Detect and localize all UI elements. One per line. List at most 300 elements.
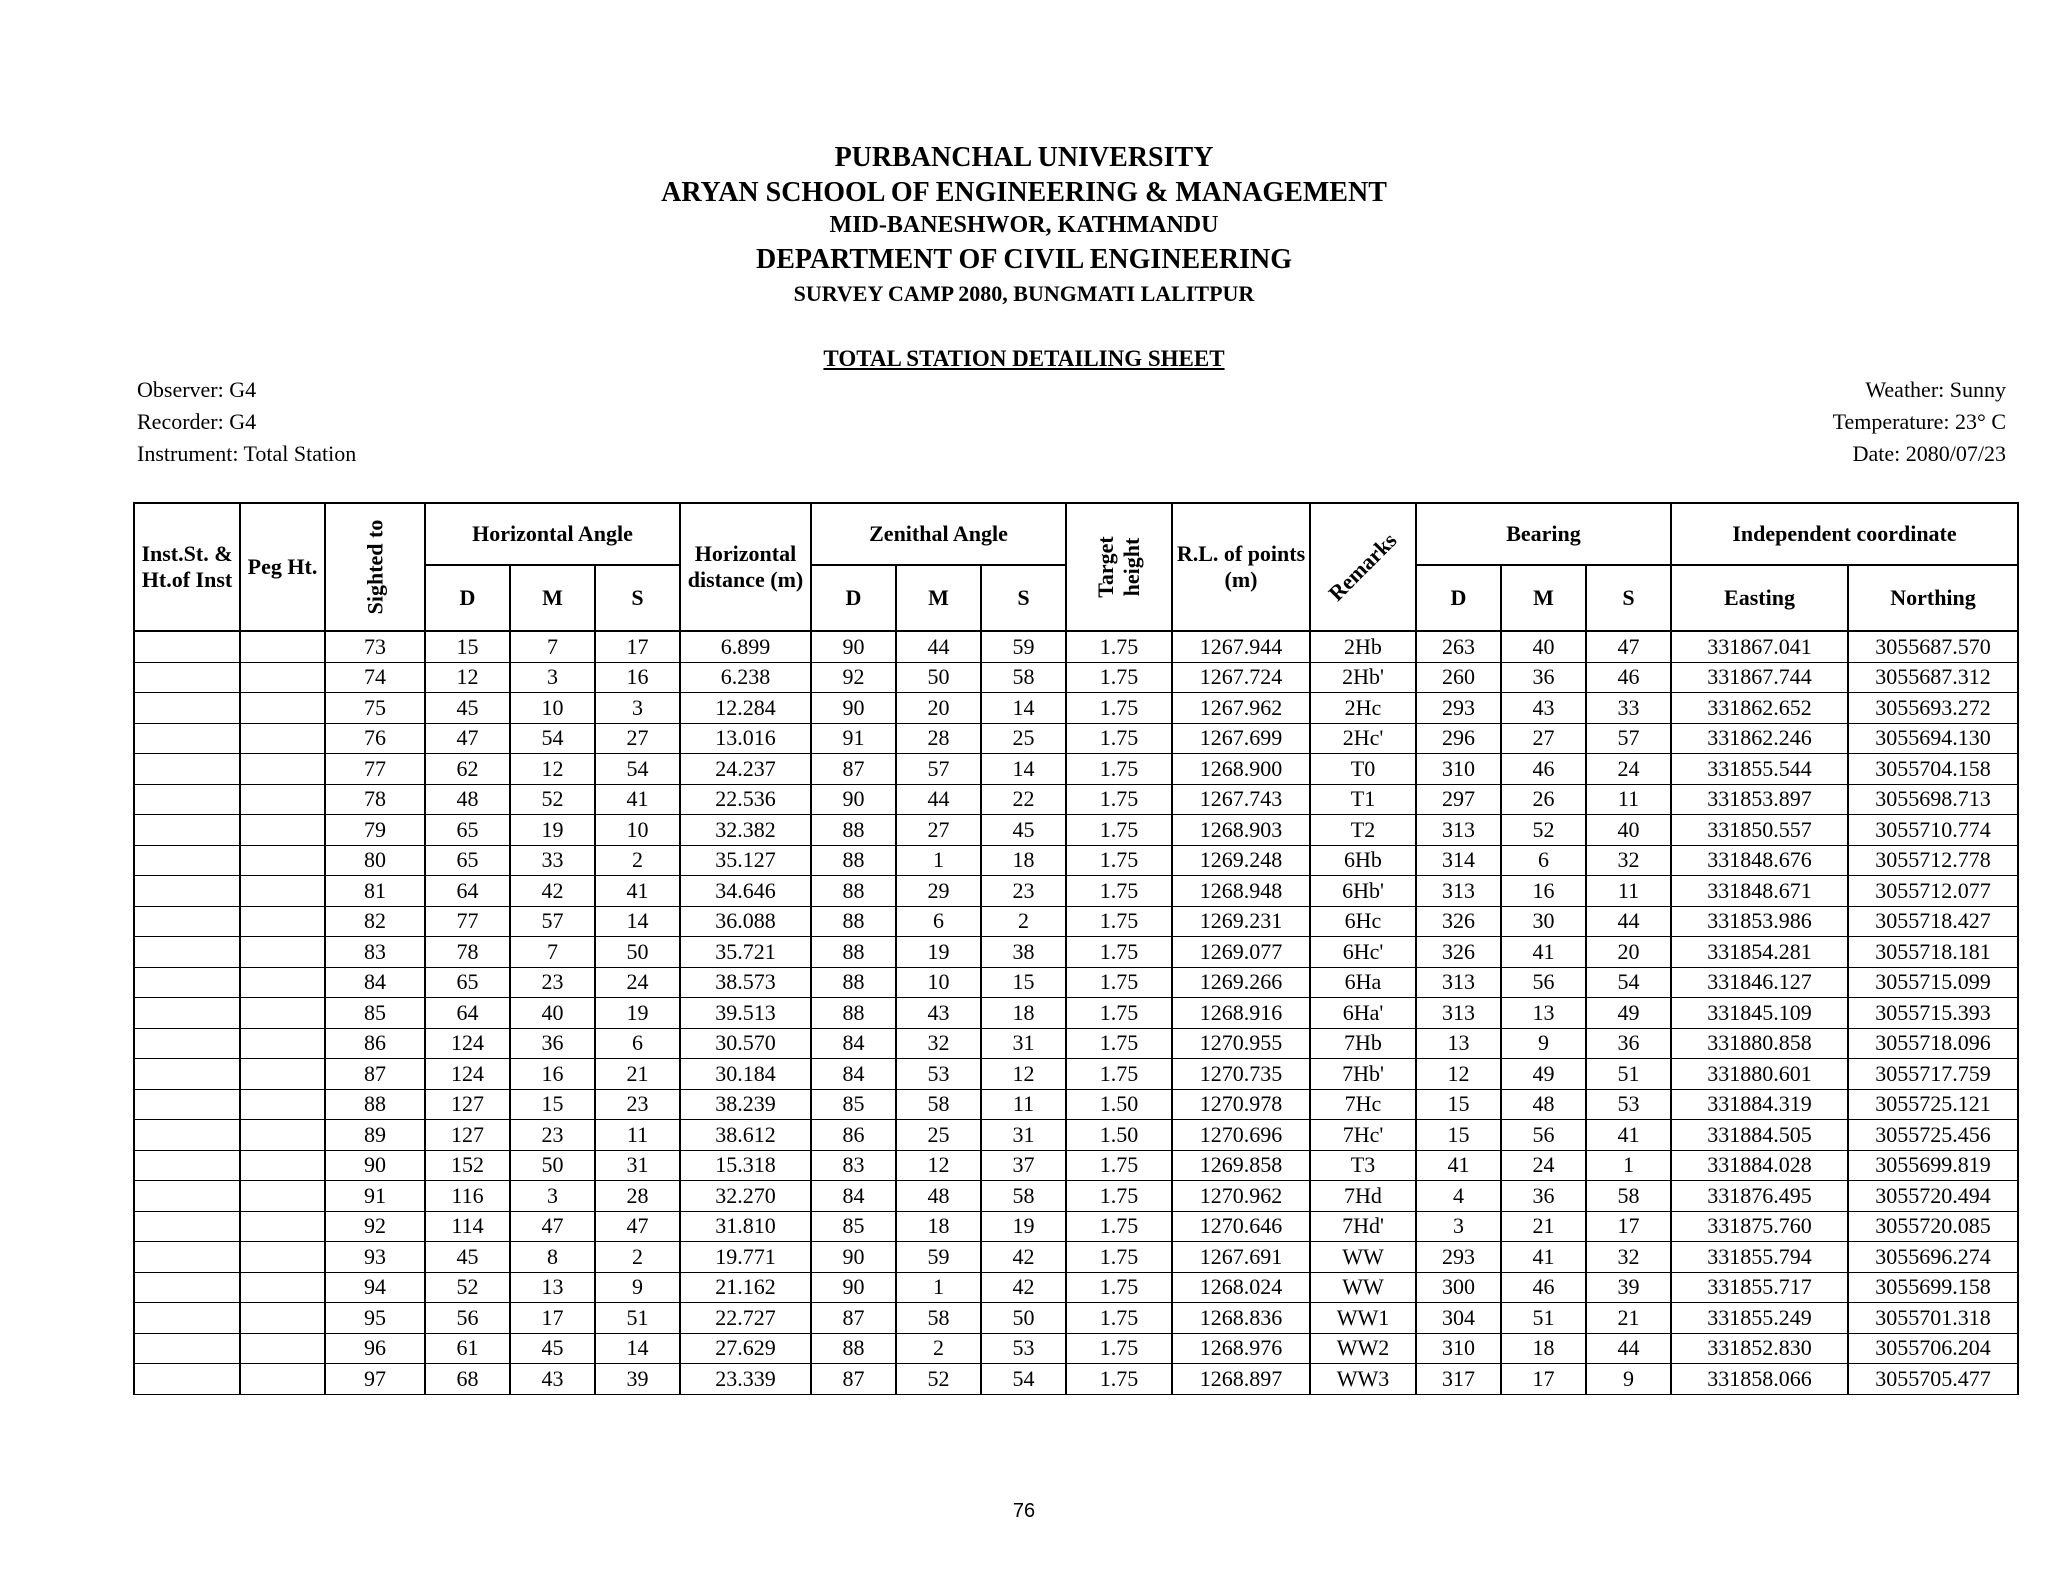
table-cell: 30.570 [680, 1028, 811, 1059]
table-cell: 1270.978 [1172, 1089, 1310, 1120]
table-cell: 314 [1416, 845, 1501, 876]
table-cell: 87 [811, 754, 896, 785]
table-cell: 331880.601 [1671, 1059, 1848, 1090]
table-cell: 16 [595, 662, 680, 693]
table-row [134, 998, 2018, 1029]
table-cell: 46 [1501, 754, 1586, 785]
bearing-header: Bearing [1416, 503, 1671, 565]
inst-station-cell [134, 937, 240, 968]
peg-height-cell [240, 1181, 325, 1212]
table-cell: 84 [811, 1059, 896, 1090]
table-cell: 30 [1501, 906, 1586, 937]
table-cell: 1267.699 [1172, 723, 1310, 754]
table-row [134, 1150, 2018, 1181]
table-cell: 90 [811, 784, 896, 815]
table-cell: 38 [981, 937, 1066, 968]
bearing-minutes-header: M [1501, 565, 1586, 631]
inst-station-cell [134, 845, 240, 876]
table-cell: 3055693.272 [1848, 693, 2018, 724]
table-cell: 331848.671 [1671, 876, 1848, 907]
inst-station-cell [134, 784, 240, 815]
table-cell: 11 [981, 1089, 1066, 1120]
inst-station-cell [134, 1211, 240, 1242]
table-cell: 85 [811, 1089, 896, 1120]
table-cell: 44 [896, 784, 981, 815]
table-cell: 42 [981, 1272, 1066, 1303]
table-cell: 84 [811, 1028, 896, 1059]
peg-height-cell [240, 723, 325, 754]
table-cell: 331855.794 [1671, 1242, 1848, 1273]
table-cell: 3055725.121 [1848, 1089, 2018, 1120]
table-row [134, 1364, 2018, 1395]
table-cell: 41 [1586, 1120, 1671, 1151]
table-cell: 12 [510, 754, 595, 785]
table-cell: 114 [425, 1211, 510, 1242]
table-cell: 26 [1501, 784, 1586, 815]
table-cell: 124 [425, 1028, 510, 1059]
table-cell: 331853.986 [1671, 906, 1848, 937]
table-cell: 1.75 [1066, 1303, 1172, 1334]
table-cell: 331880.858 [1671, 1028, 1848, 1059]
table-cell: 53 [896, 1059, 981, 1090]
table-cell: 48 [1501, 1089, 1586, 1120]
table-row [134, 967, 2018, 998]
table-row [134, 1120, 2018, 1151]
table-cell: 54 [510, 723, 595, 754]
department-title: DEPARTMENT OF CIVIL ENGINEERING [755, 244, 1293, 275]
table-cell: 1268.976 [1172, 1333, 1310, 1364]
table-cell: 84 [325, 967, 425, 998]
table-row [134, 784, 2018, 815]
table-cell: 88 [325, 1089, 425, 1120]
remarks-label: Remarks [1323, 527, 1402, 606]
table-cell: 6Hb [1310, 845, 1416, 876]
table-cell: 88 [811, 937, 896, 968]
table-cell: 58 [981, 662, 1066, 693]
table-cell: 1.75 [1066, 1028, 1172, 1059]
table-cell: 54 [1586, 967, 1671, 998]
table-cell: 313 [1416, 967, 1501, 998]
table-cell: 81 [325, 876, 425, 907]
table-cell: 3055699.819 [1848, 1150, 2018, 1181]
table-cell: 20 [896, 693, 981, 724]
table-cell: 331846.127 [1671, 967, 1848, 998]
table-cell: 54 [595, 754, 680, 785]
table-cell: 1.75 [1066, 876, 1172, 907]
peg-height-cell [240, 1150, 325, 1181]
table-cell: 6.238 [680, 662, 811, 693]
table-cell: 3055720.085 [1848, 1211, 2018, 1242]
table-cell: 3055712.077 [1848, 876, 2018, 907]
table-cell: 7 [510, 937, 595, 968]
table-cell: 3055694.130 [1848, 723, 2018, 754]
table-cell: 90 [811, 693, 896, 724]
independent-coordinate-header: Independent coordinate [1671, 503, 2018, 565]
peg-height-cell [240, 784, 325, 815]
table-cell: 23.339 [680, 1364, 811, 1395]
table-row [134, 723, 2018, 754]
ha-seconds-header: S [595, 565, 680, 631]
table-cell: 326 [1416, 937, 1501, 968]
peg-height-cell [240, 906, 325, 937]
table-cell: 17 [1586, 1211, 1671, 1242]
table-cell: 1270.962 [1172, 1181, 1310, 1212]
remarks-header [1310, 503, 1416, 631]
table-cell: 3055706.204 [1848, 1333, 2018, 1364]
table-cell: 19.771 [680, 1242, 811, 1273]
target-height-label [1093, 536, 1145, 598]
table-cell: 46 [1501, 1272, 1586, 1303]
table-row [134, 815, 2018, 846]
table-cell: 21 [1586, 1303, 1671, 1334]
table-cell: 21.162 [680, 1272, 811, 1303]
table-cell: 1267.724 [1172, 662, 1310, 693]
table-cell: 90 [811, 1272, 896, 1303]
table-cell: WW2 [1310, 1333, 1416, 1364]
table-cell: 313 [1416, 815, 1501, 846]
table-cell: 45 [510, 1333, 595, 1364]
table-cell: 9 [1586, 1364, 1671, 1395]
table-cell: 91 [811, 723, 896, 754]
table-cell: 56 [1501, 1120, 1586, 1151]
table-cell: 331850.557 [1671, 815, 1848, 846]
instrument-label: Instrument: Total Station [137, 441, 357, 466]
table-cell: 25 [896, 1120, 981, 1151]
table-cell: 17 [595, 631, 680, 662]
table-cell: 6Ha [1310, 967, 1416, 998]
table-cell: 293 [1416, 693, 1501, 724]
table-cell: 47 [510, 1211, 595, 1242]
table-cell: 57 [1586, 723, 1671, 754]
table-cell: 6Hb' [1310, 876, 1416, 907]
table-cell: 47 [1586, 631, 1671, 662]
table-cell: 49 [1501, 1059, 1586, 1090]
table-cell: 127 [425, 1089, 510, 1120]
table-cell: 293 [1416, 1242, 1501, 1273]
inst-station-cell [134, 723, 240, 754]
table-cell: 1268.897 [1172, 1364, 1310, 1395]
inst-station-cell [134, 1272, 240, 1303]
table-cell: 65 [425, 845, 510, 876]
table-cell: 331848.676 [1671, 845, 1848, 876]
inst-station-cell [134, 967, 240, 998]
table-cell: 50 [510, 1150, 595, 1181]
table-cell: 88 [811, 967, 896, 998]
table-cell: 88 [811, 876, 896, 907]
table-cell: 41 [595, 784, 680, 815]
table-cell: 15 [425, 631, 510, 662]
table-cell: 1.75 [1066, 998, 1172, 1029]
table-cell: 3055687.312 [1848, 662, 2018, 693]
table-cell: 35.721 [680, 937, 811, 968]
table-cell: 3055720.494 [1848, 1181, 2018, 1212]
table-cell: 1.75 [1066, 631, 1172, 662]
table-cell: 38.573 [680, 967, 811, 998]
table-cell: 58 [981, 1181, 1066, 1212]
table-cell: 45 [425, 1242, 510, 1273]
table-cell: 331867.744 [1671, 662, 1848, 693]
table-cell: 127 [425, 1120, 510, 1151]
inst-station-cell [134, 1181, 240, 1212]
table-cell: 79 [325, 815, 425, 846]
table-cell: 10 [510, 693, 595, 724]
table-cell: 10 [595, 815, 680, 846]
inst-station-cell [134, 1089, 240, 1120]
table-row [134, 1211, 2018, 1242]
table-cell: 11 [1586, 784, 1671, 815]
table-cell: 86 [811, 1120, 896, 1151]
table-cell: 39.513 [680, 998, 811, 1029]
table-cell: 1.50 [1066, 1089, 1172, 1120]
table-cell: 3055718.181 [1848, 937, 2018, 968]
table-cell: 34.646 [680, 876, 811, 907]
table-cell: 27 [896, 815, 981, 846]
table-cell: 1267.743 [1172, 784, 1310, 815]
table-cell: 1.75 [1066, 754, 1172, 785]
inst-station-cell [134, 1120, 240, 1151]
table-cell: 31 [981, 1028, 1066, 1059]
table-cell: 15 [981, 967, 1066, 998]
school-title: ARYAN SCHOOL OF ENGINEERING & MANAGEMENT [661, 177, 1387, 208]
table-cell: 313 [1416, 998, 1501, 1029]
table-cell: 68 [425, 1364, 510, 1395]
table-cell: 11 [1586, 876, 1671, 907]
table-cell: 1.75 [1066, 937, 1172, 968]
table-cell: 1.75 [1066, 906, 1172, 937]
table-cell: 36 [510, 1028, 595, 1059]
table-cell: 45 [425, 693, 510, 724]
peg-height-cell [240, 1272, 325, 1303]
table-cell: 6Hc' [1310, 937, 1416, 968]
sheet-title: TOTAL STATION DETAILING SHEET [823, 346, 1225, 371]
inst-station-cell [134, 662, 240, 693]
table-cell: 52 [896, 1364, 981, 1395]
table-cell: 1267.691 [1172, 1242, 1310, 1273]
table-cell: 1268.836 [1172, 1303, 1310, 1334]
table-cell: 88 [811, 815, 896, 846]
table-cell: WW3 [1310, 1364, 1416, 1395]
peg-height-cell [240, 967, 325, 998]
table-cell: 1.75 [1066, 967, 1172, 998]
table-cell: 331845.109 [1671, 998, 1848, 1029]
table-cell: 50 [981, 1303, 1066, 1334]
table-cell: 6 [896, 906, 981, 937]
table-cell: 310 [1416, 754, 1501, 785]
table-cell: 297 [1416, 784, 1501, 815]
table-cell: 12 [425, 662, 510, 693]
table-cell: 152 [425, 1150, 510, 1181]
ha-degrees-header: D [425, 565, 510, 631]
table-cell: 92 [811, 662, 896, 693]
table-cell: 7Hb [1310, 1028, 1416, 1059]
table-cell: 88 [811, 845, 896, 876]
table-cell: 1.75 [1066, 1059, 1172, 1090]
page-number: 76 [1012, 1500, 1036, 1522]
table-cell: 2 [896, 1333, 981, 1364]
table-cell: 12 [1416, 1059, 1501, 1090]
table-cell: 1268.900 [1172, 754, 1310, 785]
za-seconds-header: S [981, 565, 1066, 631]
table-cell: 32 [896, 1028, 981, 1059]
table-cell: 50 [595, 937, 680, 968]
table-cell: 19 [981, 1211, 1066, 1242]
table-cell: 310 [1416, 1333, 1501, 1364]
peg-height-cell [240, 845, 325, 876]
table-cell: 33 [510, 845, 595, 876]
inst-station-cell [134, 631, 240, 662]
table-cell: 15.318 [680, 1150, 811, 1181]
table-cell: 1.75 [1066, 662, 1172, 693]
table-cell: 43 [896, 998, 981, 1029]
target-height-line1: Target [1092, 536, 1118, 598]
table-cell: T3 [1310, 1150, 1416, 1181]
table-cell: 263 [1416, 631, 1501, 662]
table-cell: 4 [1416, 1181, 1501, 1212]
table-cell: 6Ha' [1310, 998, 1416, 1029]
table-cell: WW [1310, 1242, 1416, 1273]
table-cell: 25 [981, 723, 1066, 754]
table-row [134, 1272, 2018, 1303]
zenithal-angle-header: Zenithal Angle [811, 503, 1066, 565]
table-cell: 1269.248 [1172, 845, 1310, 876]
table-cell: 51 [1586, 1059, 1671, 1090]
table-cell: 18 [981, 998, 1066, 1029]
table-cell: 15 [1416, 1120, 1501, 1151]
peg-height-cell [240, 1211, 325, 1242]
table-cell: 47 [595, 1211, 680, 1242]
camp-title: SURVEY CAMP 2080, BUNGMATI LALITPUR [793, 281, 1255, 306]
inst-station-cell [134, 1150, 240, 1181]
table-cell: 16 [1501, 876, 1586, 907]
peg-height-cell [240, 1242, 325, 1273]
table-cell: 3055715.393 [1848, 998, 2018, 1029]
peg-height-cell [240, 631, 325, 662]
table-cell: 13.016 [680, 723, 811, 754]
table-cell: 40 [1586, 815, 1671, 846]
table-cell: 1269.231 [1172, 906, 1310, 937]
table-cell: 31.810 [680, 1211, 811, 1242]
table-cell: 8 [510, 1242, 595, 1273]
bearing-degrees-header: D [1416, 565, 1501, 631]
table-cell: 96 [325, 1333, 425, 1364]
table-cell: 331884.319 [1671, 1089, 1848, 1120]
peg-height-cell [240, 1120, 325, 1151]
table-cell: 3055705.477 [1848, 1364, 2018, 1395]
table-cell: 43 [1501, 693, 1586, 724]
table-cell: 1267.944 [1172, 631, 1310, 662]
table-cell: 331884.028 [1671, 1150, 1848, 1181]
table-row [134, 937, 2018, 968]
table-cell: 16 [510, 1059, 595, 1090]
table-cell: 45 [981, 815, 1066, 846]
table-cell: 35.127 [680, 845, 811, 876]
peg-height-cell [240, 754, 325, 785]
table-cell: 331853.897 [1671, 784, 1848, 815]
table-cell: 89 [325, 1120, 425, 1151]
table-cell: 65 [425, 815, 510, 846]
sighted-to-label: Sighted to [362, 519, 387, 615]
table-cell: 19 [896, 937, 981, 968]
table-cell: 52 [425, 1272, 510, 1303]
table-cell: 14 [595, 906, 680, 937]
table-cell: 1.75 [1066, 1242, 1172, 1273]
table-row [134, 1242, 2018, 1273]
inst-station-cell [134, 998, 240, 1029]
table-row [134, 1333, 2018, 1364]
table-cell: 58 [1586, 1181, 1671, 1212]
target-height-header [1066, 503, 1172, 631]
table-cell: 12 [896, 1150, 981, 1181]
table-cell: 77 [325, 754, 425, 785]
inst-station-cell [134, 1333, 240, 1364]
table-cell: 42 [510, 876, 595, 907]
table-cell: 40 [1501, 631, 1586, 662]
table-cell: 3055718.427 [1848, 906, 2018, 937]
table-cell: 331876.495 [1671, 1181, 1848, 1212]
table-cell: 331854.281 [1671, 937, 1848, 968]
table-row [134, 693, 2018, 724]
target-height-line2: height [1118, 537, 1144, 597]
table-cell: 83 [325, 937, 425, 968]
inst-station-cell [134, 876, 240, 907]
table-cell: 3055704.158 [1848, 754, 2018, 785]
table-cell: 58 [896, 1303, 981, 1334]
table-cell: 53 [1586, 1089, 1671, 1120]
inst-station-cell [134, 754, 240, 785]
table-cell: 21 [1501, 1211, 1586, 1242]
table-cell: 87 [811, 1303, 896, 1334]
table-cell: 1.75 [1066, 1150, 1172, 1181]
table-cell: 331855.249 [1671, 1303, 1848, 1334]
table-cell: 51 [595, 1303, 680, 1334]
table-cell: 36 [1501, 662, 1586, 693]
table-cell: 7Hc [1310, 1089, 1416, 1120]
table-cell: 10 [896, 967, 981, 998]
table-cell: 24 [1501, 1150, 1586, 1181]
table-cell: 90 [811, 1242, 896, 1273]
table-cell: 57 [896, 754, 981, 785]
table-cell: 326 [1416, 906, 1501, 937]
table-cell: 74 [325, 662, 425, 693]
inst-station-cell [134, 1364, 240, 1395]
table-cell: 75 [325, 693, 425, 724]
table-row [134, 845, 2018, 876]
bearing-seconds-header: S [1586, 565, 1671, 631]
table-cell: WW1 [1310, 1303, 1416, 1334]
table-cell: 61 [425, 1333, 510, 1364]
table-cell: 32.382 [680, 815, 811, 846]
table-cell: 1268.916 [1172, 998, 1310, 1029]
peg-height-cell [240, 662, 325, 693]
table-cell: 3055717.759 [1848, 1059, 2018, 1090]
table-cell: 7Hc' [1310, 1120, 1416, 1151]
table-cell: 1.75 [1066, 845, 1172, 876]
table-cell: 2 [981, 906, 1066, 937]
table-cell: 1.75 [1066, 1364, 1172, 1395]
table-cell: 33 [1586, 693, 1671, 724]
table-cell: 23 [510, 967, 595, 998]
table-cell: 90 [811, 631, 896, 662]
inst-station-cell [134, 815, 240, 846]
table-cell: 304 [1416, 1303, 1501, 1334]
table-cell: 36 [1586, 1028, 1671, 1059]
table-cell: 1 [896, 1272, 981, 1303]
table-cell: 1.75 [1066, 1211, 1172, 1242]
table-row [134, 876, 2018, 907]
table-cell: 7 [510, 631, 595, 662]
table-cell: 1270.735 [1172, 1059, 1310, 1090]
table-cell: 7Hd [1310, 1181, 1416, 1212]
